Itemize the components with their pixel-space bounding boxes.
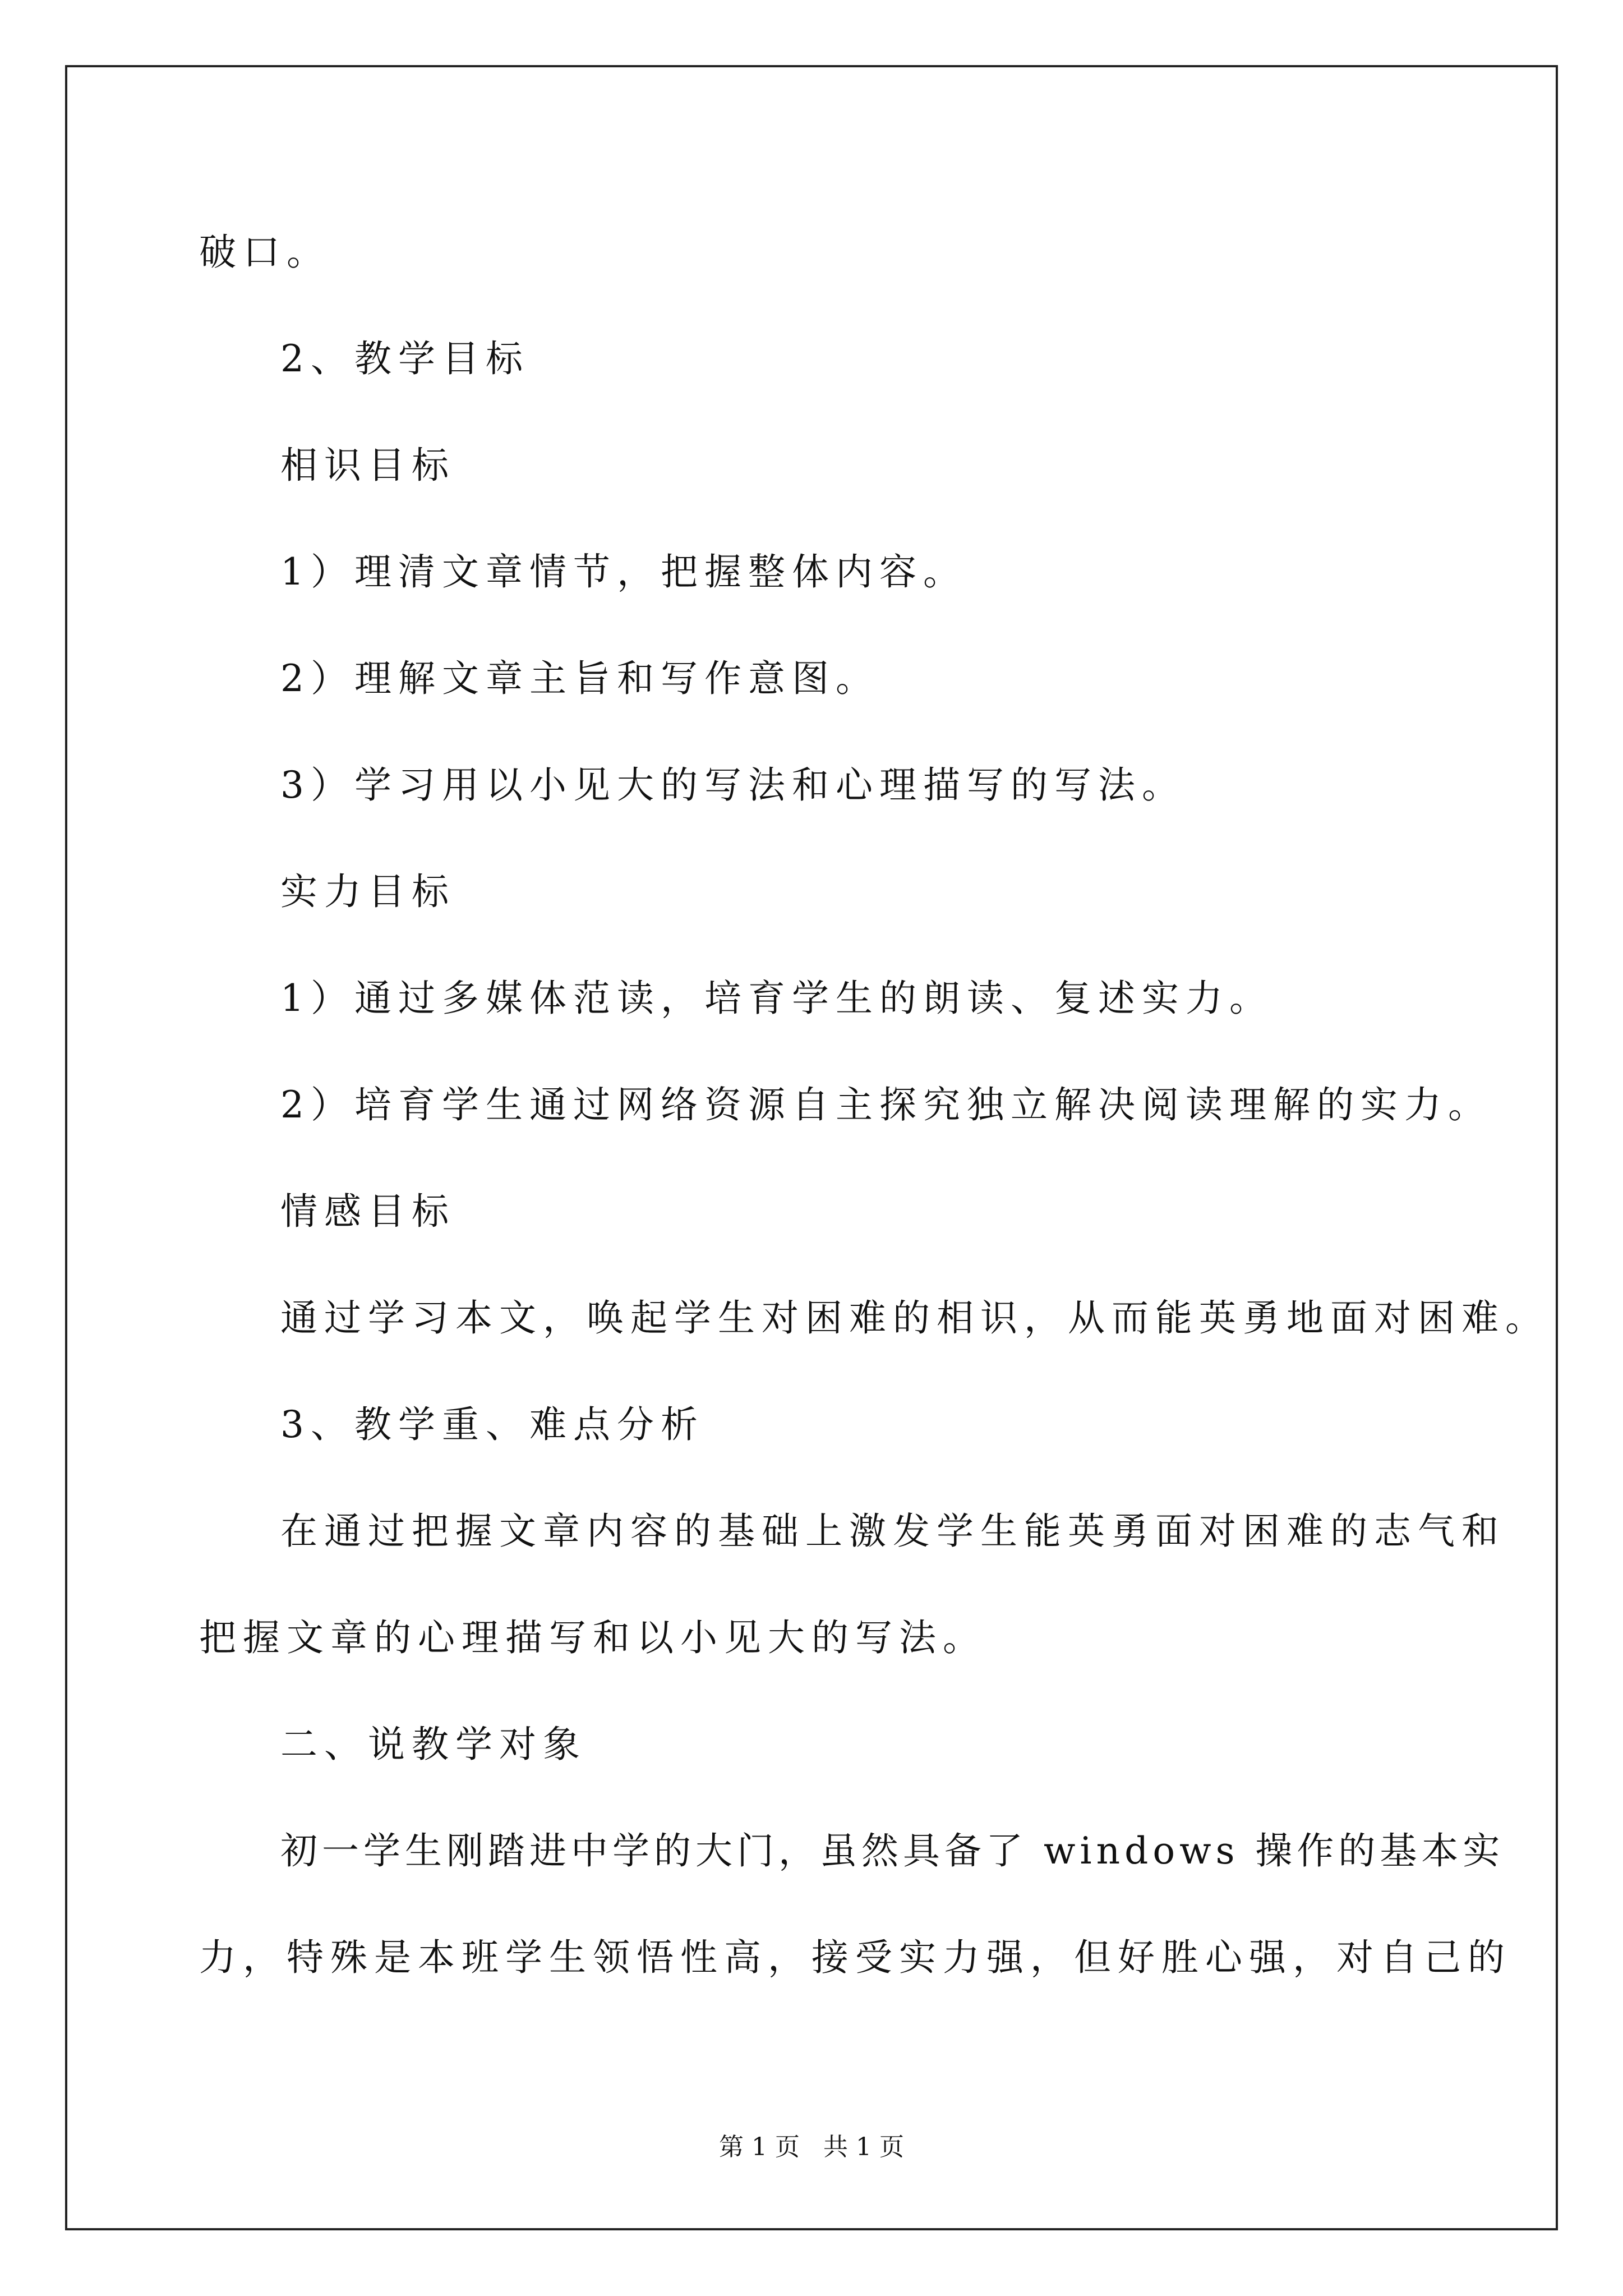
text-line: 在通过把握文章内容的基础上激发学生能英勇面对困难的志气和 — [280, 1510, 1505, 1553]
subheading: 相识目标 — [280, 444, 455, 487]
list-item: 1）通过多媒体范读，培育学生的朗读、复述实力。 — [280, 977, 1273, 1020]
section-heading: 二、说教学对象 — [280, 1723, 587, 1766]
text-line: 把握文章的心理描写和以小见大的写法。 — [199, 1616, 986, 1659]
list-item: 1）理清文章情节，把握整体内容。 — [280, 550, 967, 593]
text-line: 初一学生刚踏进中学的大门，虽然具备了 windows 操作的基本实 — [280, 1829, 1505, 1872]
list-item: 2）理解文章主旨和写作意图。 — [280, 657, 879, 700]
section-heading: 3、教学重、难点分析 — [280, 1403, 704, 1446]
subheading: 实力目标 — [280, 870, 455, 913]
page-footer — [0, 2132, 1623, 2163]
text-line: 破口。 — [199, 231, 330, 274]
text-line: 通过学习本文，唤起学生对困难的相识，从而能英勇地面对困难。 — [280, 1296, 1549, 1340]
section-heading: 2、教学目标 — [280, 337, 529, 380]
list-item: 3）学习用以小见大的写法和心理描写的写法。 — [280, 763, 1186, 807]
page-count: 共 1 页 — [823, 2133, 904, 2161]
subheading: 情感目标 — [280, 1190, 455, 1233]
page-number: 第 1 页 — [719, 2133, 800, 2161]
text-line: 力，特殊是本班学生领悟性高，接受实力强，但好胜心强，对自己的 — [199, 1936, 1511, 1979]
list-item: 2）培育学生通过网络资源自主探究独立解决阅读理解的实力。 — [280, 1083, 1492, 1126]
page-border — [65, 65, 1558, 2230]
